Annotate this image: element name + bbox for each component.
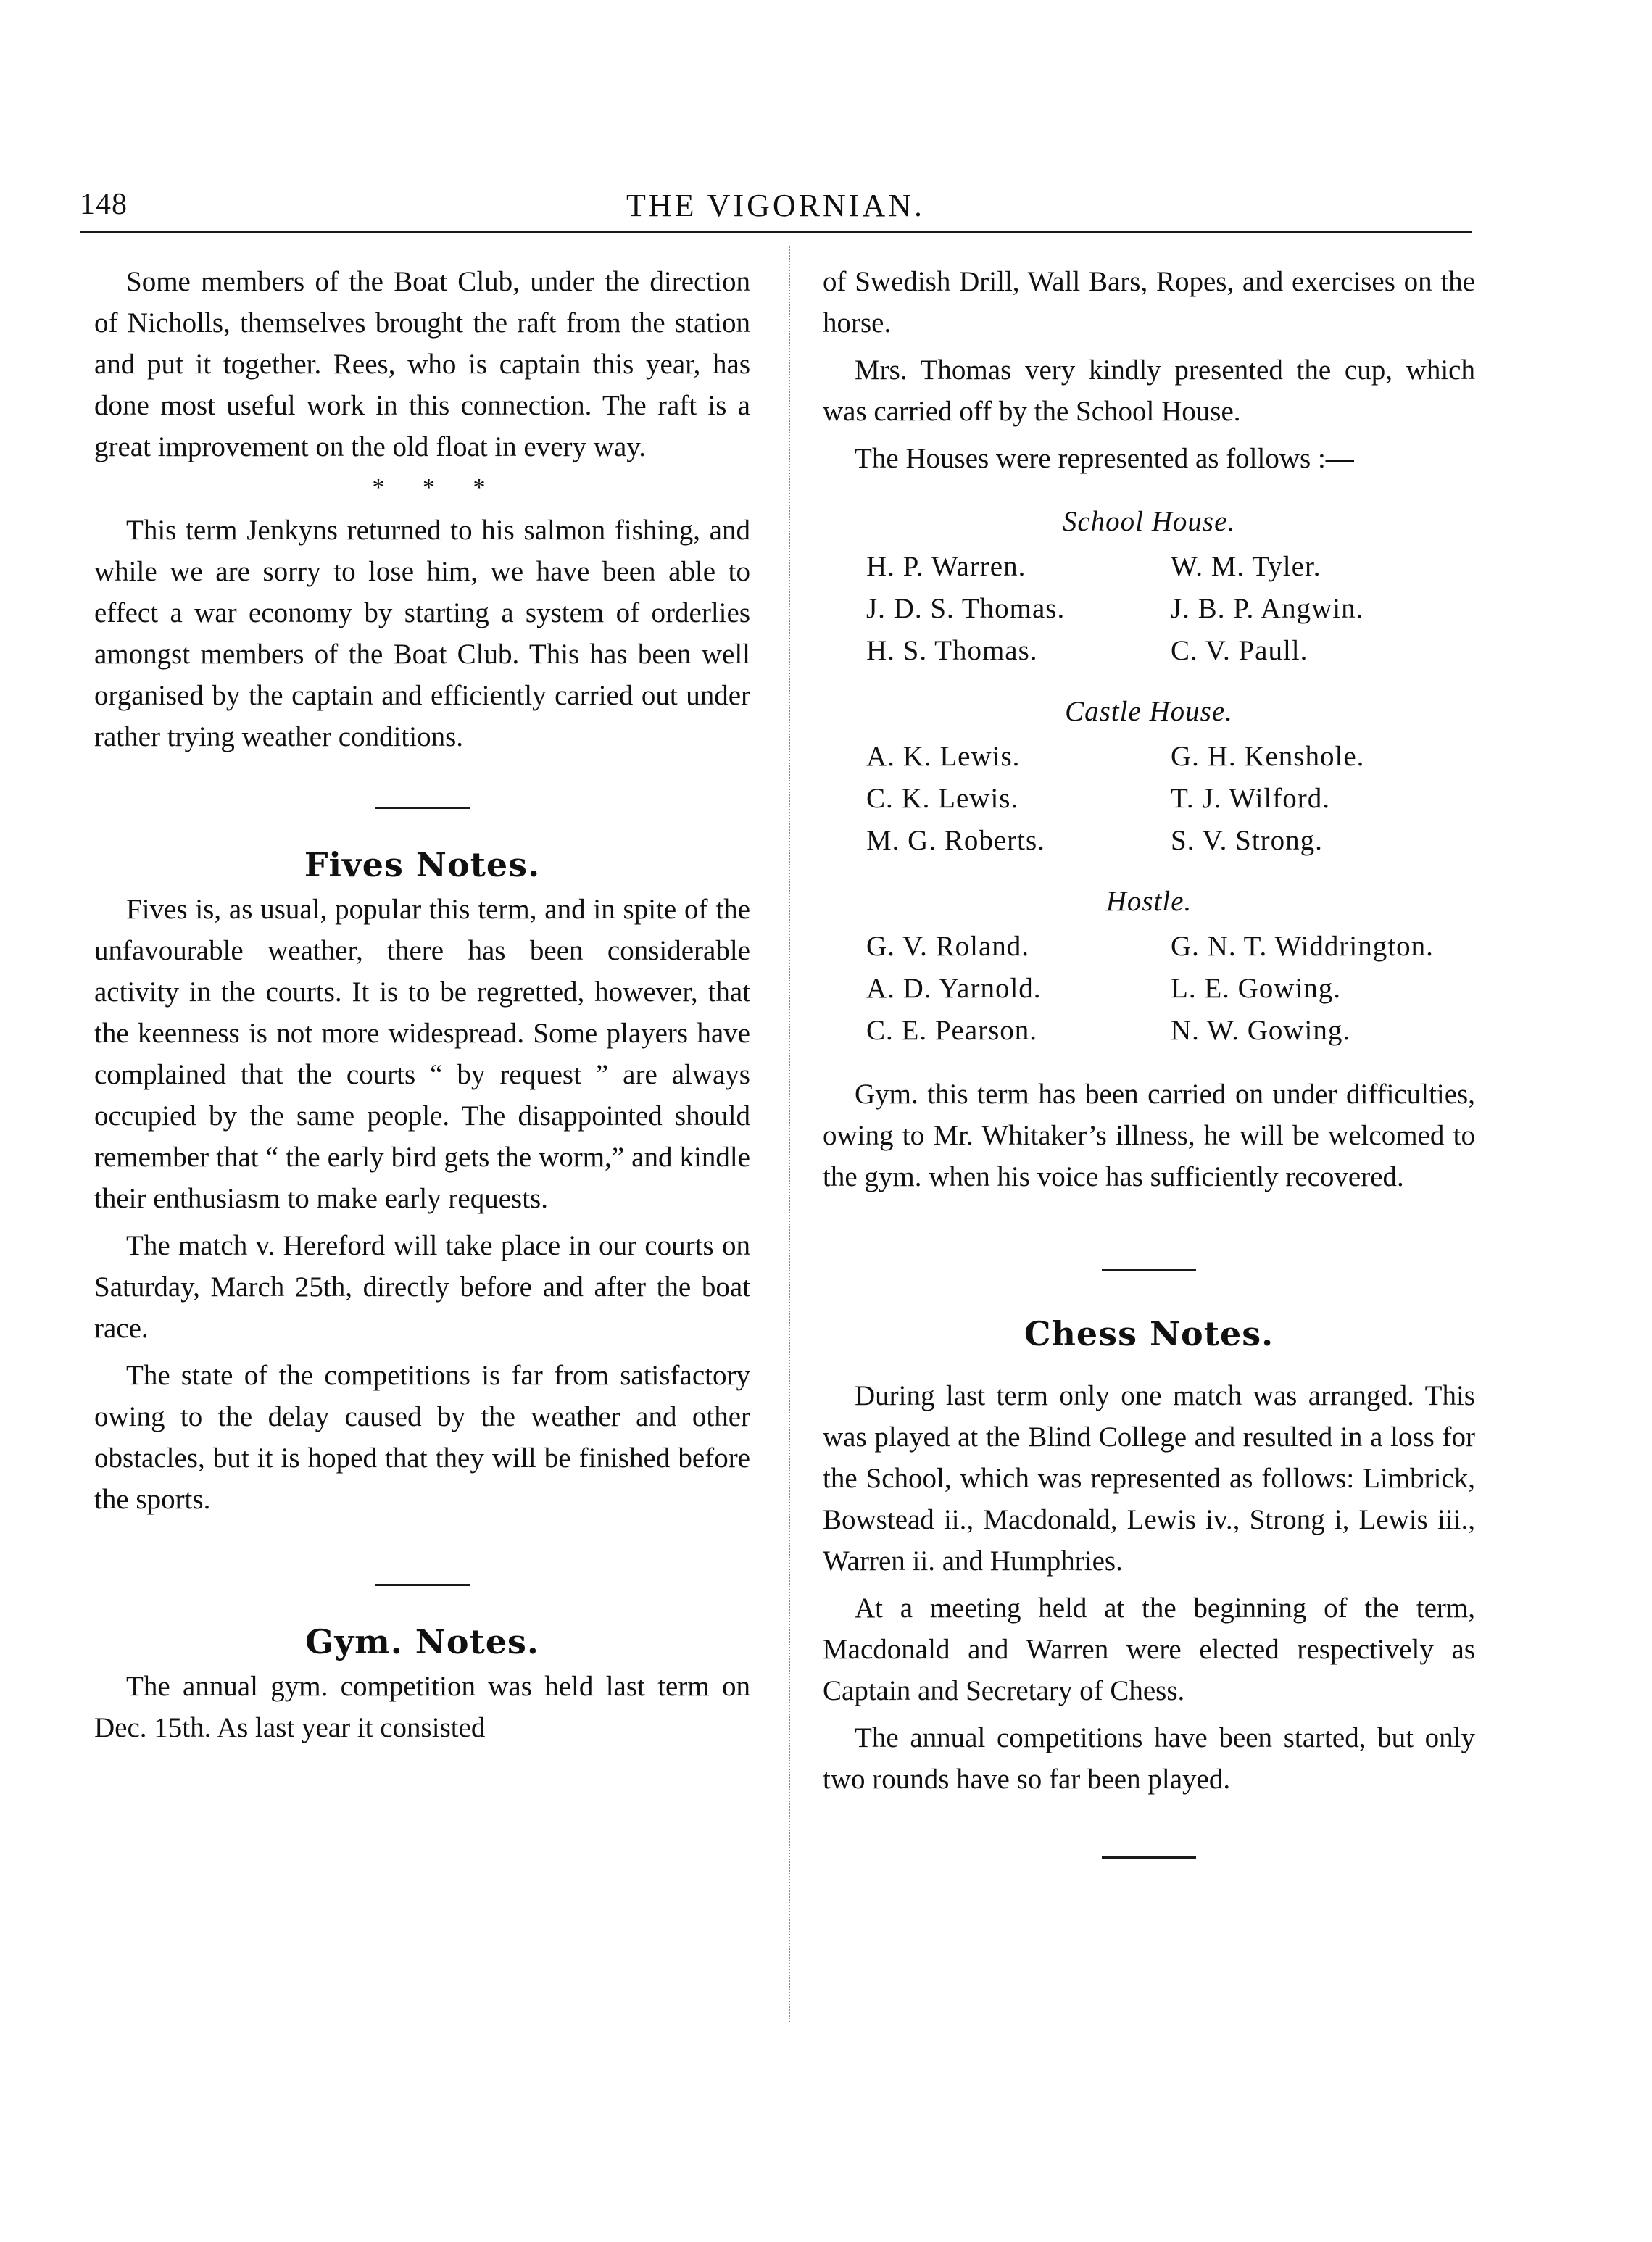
section-rule: [1102, 1856, 1196, 1859]
name-row: [823, 778, 1475, 820]
house-title: Castle House.: [1065, 696, 1233, 727]
name-row: [823, 630, 1475, 672]
gym-illness-paragraph: Gym. this term has been carried on under difficulties, owing to Mr. Whitaker’s illness, he will be welcomed to the gym. when his voice has sufficiently recovered.: [823, 1079, 1475, 1192]
fives-notes-heading: Fives Notes.: [304, 845, 541, 884]
page-number: 148: [80, 188, 128, 221]
separator-stars: * * *: [372, 474, 502, 501]
member-name: L. E. Gowing.: [1171, 973, 1342, 1004]
chess-paragraph: During last term only one match was arranged. This was played at the Blind College and resulted in a loss for the School, which was represented as follows: Limbrick, Bowstead ii., Macdonald, Lewis iv., Strong i, Lewis iii., Warren ii. and Humphries.: [823, 1380, 1475, 1577]
member-name: H. S. Thomas.: [866, 635, 1038, 666]
member-name: C. V. Paull.: [1171, 635, 1308, 666]
houses-intro: The Houses were represented as follows :—: [855, 443, 1354, 474]
gym-continued-paragraph: of Swedish Drill, Wall Bars, Ropes, and exercises on the horse.: [823, 266, 1475, 339]
member-name: H. P. Warren.: [866, 551, 1026, 582]
member-name: S. V. Strong.: [1171, 825, 1323, 856]
header-rule: [80, 231, 1472, 233]
member-name: J. B. P. Angwin.: [1171, 593, 1364, 624]
column-divider: [789, 246, 790, 2022]
member-name: A. D. Yarnold.: [866, 973, 1042, 1004]
fives-paragraph: Fives is, as usual, popular this term, and in spite of the unfavourable weather, there has been considerable activity in the courts. It is to be regretted, however, that the keenness is not more widespread. Some players have complained that the courts “ by request ” are always occupied by the same people. The disappointed should remember that “ the early bird gets the worm,” and kindle their enthusiasm to make early requests.: [94, 894, 750, 1214]
member-name: W. M. Tyler.: [1171, 551, 1321, 582]
name-row: [823, 546, 1475, 588]
gym-paragraph: The annual gym. competition was held last term on Dec. 15th. As last year it consisted: [94, 1671, 750, 1743]
boat-club-paragraph: Some members of the Boat Club, under the direction of Nicholls, themselves brought the raft from the station and put it together. Rees, who is captain this year, has done most useful work in this connection. The raft is a great improvement on the old float in every way.: [94, 266, 750, 462]
member-name: C. K. Lewis.: [866, 783, 1019, 814]
name-row: [823, 820, 1475, 862]
member-name: G. V. Roland.: [866, 931, 1030, 962]
member-name: C. E. Pearson.: [866, 1015, 1038, 1046]
journal-title: THE VIGORNIAN.: [626, 188, 926, 223]
member-name: M. G. Roberts.: [866, 825, 1045, 856]
left-column: [94, 261, 750, 1754]
member-name: G. H. Kenshole.: [1171, 741, 1365, 772]
gym-notes-heading: Gym. Notes.: [305, 1622, 539, 1661]
member-name: T. J. Wilford.: [1171, 783, 1331, 814]
house-list: [823, 504, 1475, 672]
name-row: [823, 588, 1475, 630]
chess-notes-heading: Chess Notes.: [1024, 1314, 1274, 1353]
name-row: [823, 926, 1475, 968]
fives-paragraph: The match v. Hereford will take place in our courts on Saturday, March 25th, directly before and after the boat race.: [94, 1230, 750, 1344]
house-title: School House.: [1062, 506, 1236, 537]
chess-paragraph: At a meeting held at the beginning of the term, Macdonald and Warren were elected respectively as Captain and Secretary of Chess.: [823, 1593, 1475, 1706]
fives-paragraph: The state of the competitions is far from satisfactory owing to the delay caused by the weather and other obstacles, but it is hoped that they will be finished before the sports.: [94, 1360, 750, 1515]
member-name: A. K. Lewis.: [866, 741, 1021, 772]
house-list: [823, 884, 1475, 1052]
jenkyns-paragraph: This term Jenkyns returned to his salmon fishing, and while we are sorry to lose him, we have been able to effect a war economy by starting a system of orderlies amongst members of the Boat Club. This has been well organised by the captain and efficiently carried out under rather trying weather conditions.: [94, 515, 750, 752]
right-column: [823, 261, 1475, 1859]
chess-paragraph: The annual competitions have been started, but only two rounds have so far been played.: [823, 1722, 1475, 1795]
member-name: N. W. Gowing.: [1171, 1015, 1351, 1046]
member-name: J. D. S. Thomas.: [866, 593, 1066, 624]
page-header: [80, 187, 1472, 231]
name-row: [823, 736, 1475, 778]
house-title: Hostle.: [1105, 886, 1192, 917]
name-row: [823, 1010, 1475, 1052]
member-name: G. N. T. Widdrington.: [1171, 931, 1434, 962]
cup-paragraph: Mrs. Thomas very kindly presented the cup, which was carried off by the School House.: [823, 354, 1475, 427]
house-list: [823, 694, 1475, 862]
name-row: [823, 968, 1475, 1010]
